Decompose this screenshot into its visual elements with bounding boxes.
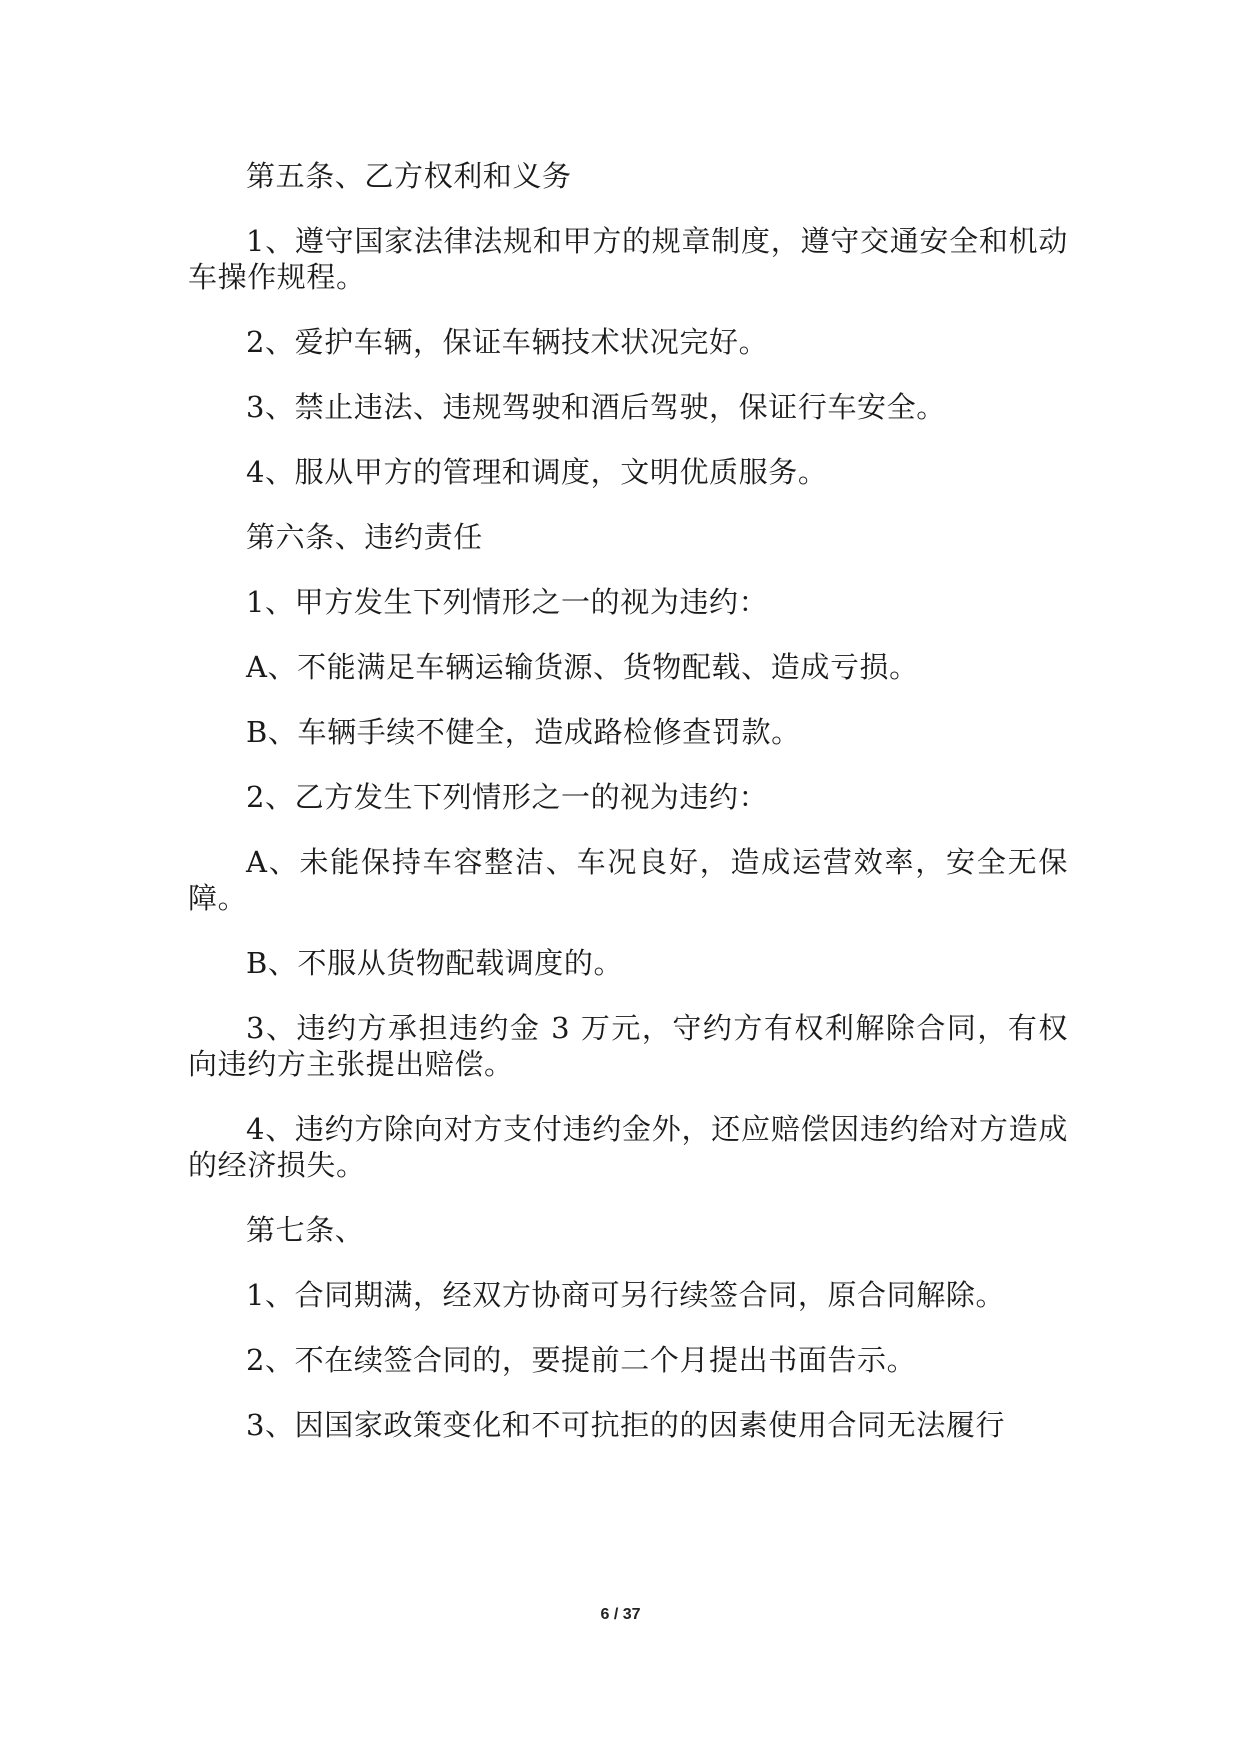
paragraph: 4、违约方除向对方支付违约金外，还应赔偿因违约给对方造成的经济损失。: [188, 1112, 1068, 1182]
section-heading-article-7: 第七条、: [246, 1213, 365, 1247]
paragraph: 2、乙方发生下列情形之一的视为违约：: [246, 780, 769, 814]
paragraph: 4、服从甲方的管理和调度，文明优质服务。: [246, 455, 828, 489]
page-number: 6 / 37: [600, 1606, 641, 1623]
paragraph: 3、违约方承担违约金 3 万元，守约方有权利解除合同，有权向违约方主张提出赔偿。: [188, 1011, 1068, 1081]
paragraph: 3、禁止违法、违规驾驶和酒后驾驶，保证行车安全。: [246, 390, 946, 424]
paragraph: 2、不在续签合同的，要提前二个月提出书面告示。: [246, 1343, 917, 1377]
paragraph: A、不能满足车辆运输货源、货物配载、造成亏损。: [246, 650, 919, 684]
paragraph: A、未能保持车容整洁、车况良好，造成运营效率，安全无保障。: [188, 845, 1068, 915]
paragraph: 1、合同期满，经双方协商可另行续签合同，原合同解除。: [246, 1278, 1006, 1312]
document-body: [188, 158, 1068, 1472]
paragraph: 1、甲方发生下列情形之一的视为违约：: [246, 585, 769, 619]
paragraph: B、车辆手续不健全，造成路检修查罚款。: [246, 715, 801, 749]
paragraph: 2、爱护车辆，保证车辆技术状况完好。: [246, 325, 769, 359]
paragraph: 3、因国家政策变化和不可抗拒的的因素使用合同无法履行: [246, 1408, 1006, 1442]
paragraph: B、不服从货物配载调度的。: [246, 946, 624, 980]
section-heading-article-5: 第五条、乙方权利和义务: [246, 159, 572, 193]
paragraph: 1、遵守国家法律法规和甲方的规章制度，遵守交通安全和机动车操作规程。: [188, 224, 1068, 294]
section-heading-article-6: 第六条、违约责任: [246, 520, 483, 554]
